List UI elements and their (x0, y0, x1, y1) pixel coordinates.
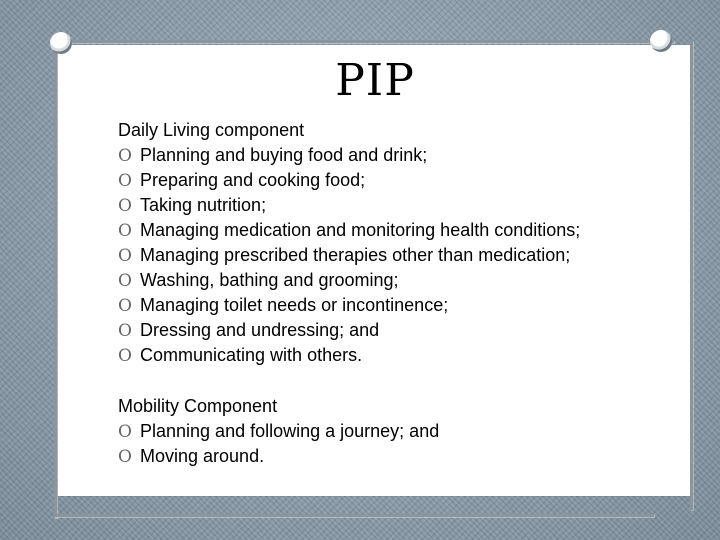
frame-line-left (54, 48, 57, 518)
list-item: O Managing medication and monitoring health conditions; (118, 218, 580, 243)
bullet-icon: O (118, 246, 132, 266)
list-item: O Dressing and undressing; and (118, 318, 580, 343)
list-item: O Planning and buying food and drink; (118, 143, 580, 168)
list-item: O Moving around. (118, 444, 439, 469)
bullet-icon: O (118, 422, 132, 442)
list-item: O Planning and following a journey; and (118, 419, 439, 444)
bullet-icon: O (118, 221, 132, 241)
bullet-icon: O (118, 271, 132, 291)
frame-line-bottom (54, 514, 654, 517)
bullet-icon: O (118, 146, 132, 166)
bullet-icon: O (118, 296, 132, 316)
frame-corner-top-right (650, 30, 672, 52)
list-item: O Managing prescribed therapies other than medication; (118, 243, 580, 268)
mobility-heading: Mobility Component (118, 396, 278, 416)
mobility-list (118, 419, 439, 469)
daily-living-list (118, 143, 580, 368)
page-title: PIP (335, 55, 415, 106)
bullet-icon: O (118, 196, 132, 216)
frame-corner-top-left (50, 32, 72, 54)
daily-living-heading: Daily Living component (118, 120, 305, 140)
bullet-icon: O (118, 346, 132, 366)
list-item: O Managing toilet needs or incontinence; (118, 293, 580, 318)
bullet-icon: O (118, 171, 132, 191)
frame-line-right (690, 40, 693, 510)
list-item: O Taking nutrition; (118, 193, 580, 218)
bullet-icon: O (118, 447, 132, 467)
list-item: O Washing, bathing and grooming; (118, 268, 580, 293)
list-item: O Communicating with others. (118, 343, 580, 368)
bullet-icon: O (118, 321, 132, 341)
frame-line-top (52, 40, 674, 43)
list-item: O Preparing and cooking food; (118, 168, 580, 193)
